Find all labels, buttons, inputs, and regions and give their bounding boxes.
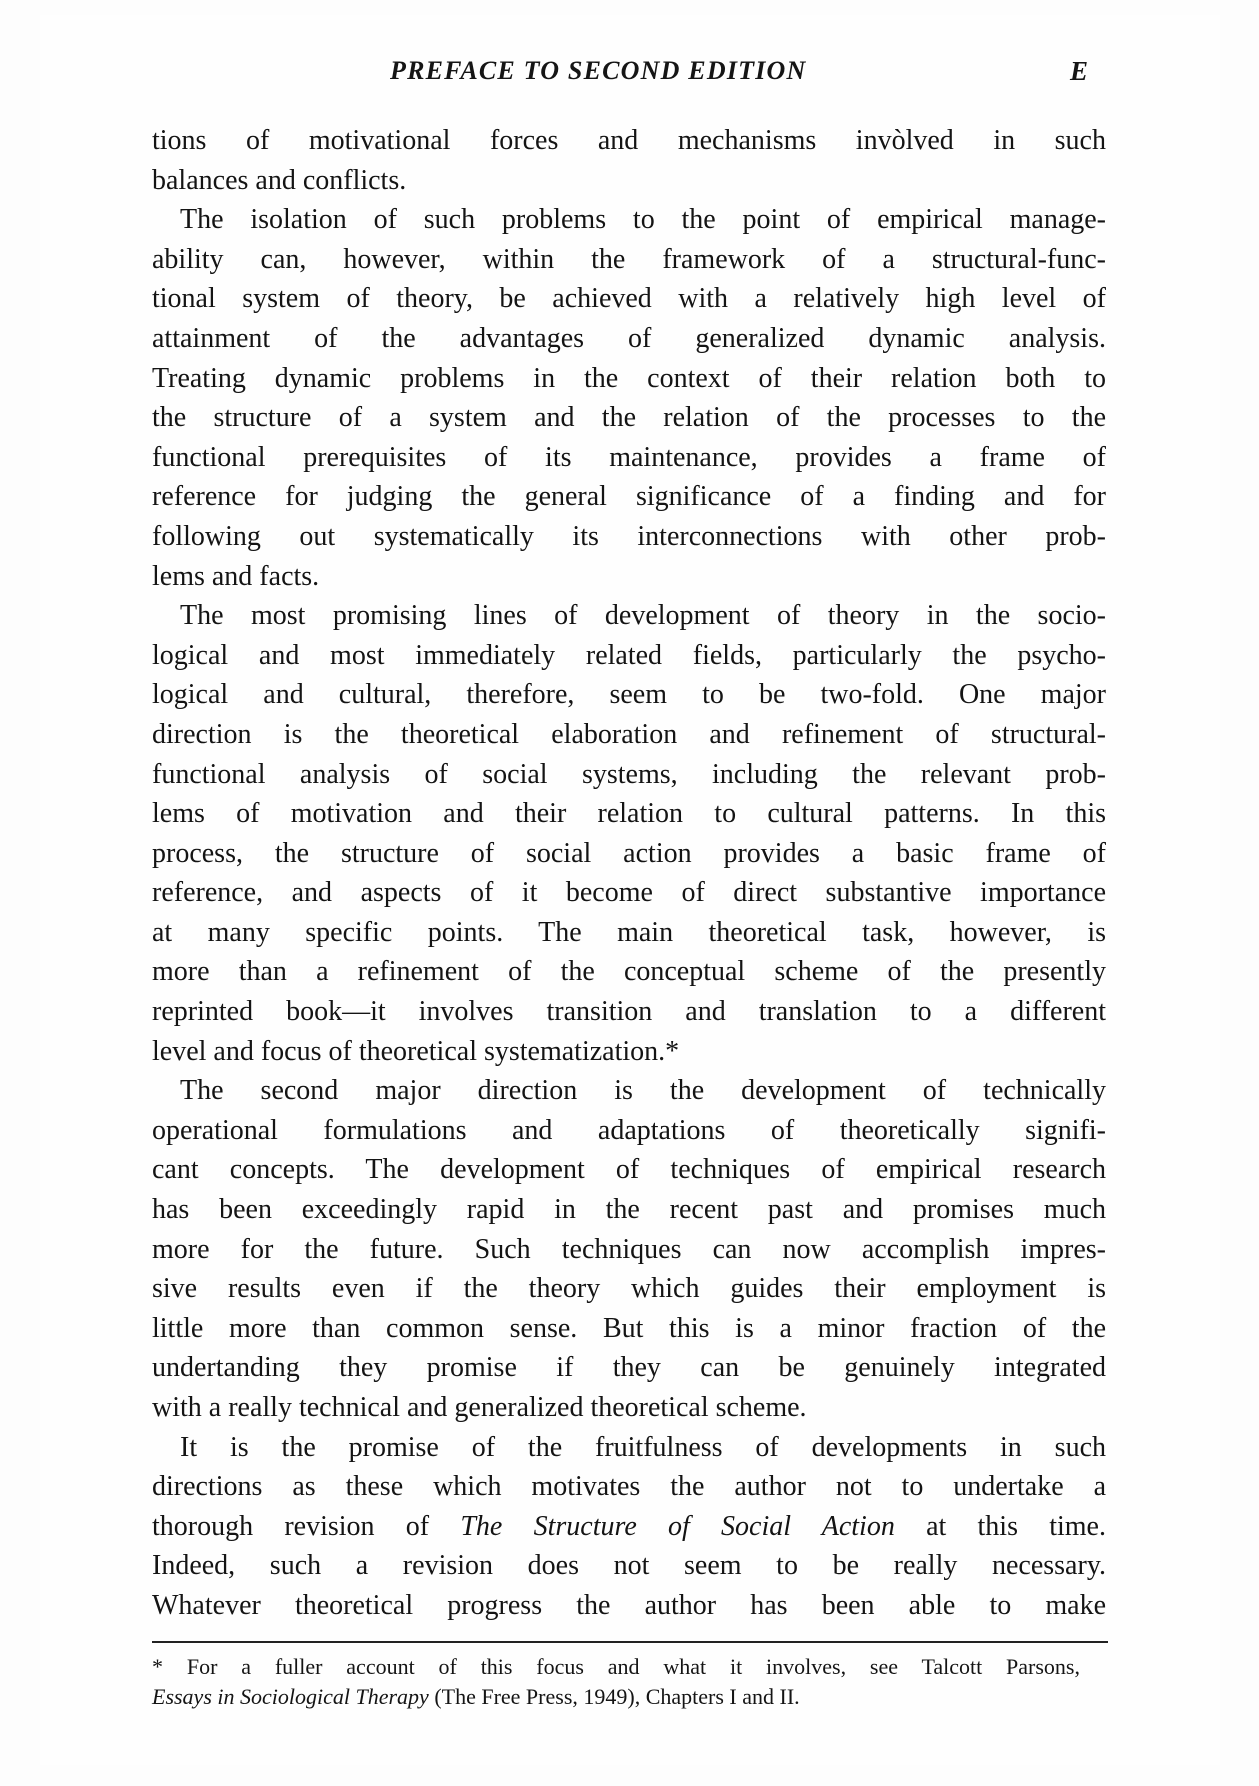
text-line: tional system of theory, be achieved with a relatively high level of — [152, 283, 1106, 315]
text-run: at this time. — [894, 1510, 1106, 1542]
text-line: balances and conflicts. — [152, 164, 407, 196]
text-line: lems of motivation and their relation to cultural patterns. In this — [152, 798, 1106, 830]
text-line: has been exceedingly rapid in the recent past and promises much — [152, 1194, 1106, 1226]
text-line: more for the future. Such techniques can now accomplish impres- — [152, 1233, 1106, 1265]
running-head — [150, 50, 1100, 90]
text-line: more than a refinement of the conceptual scheme of the presently — [152, 956, 1106, 988]
body-text — [152, 121, 1106, 1626]
text-line: operational formulations and adaptations of theoretically signifi- — [152, 1114, 1106, 1146]
text-line: sive results even if the theory which guides their employment is — [152, 1273, 1106, 1305]
book-title: The Structure of Social Action — [460, 1510, 895, 1542]
text-line: functional analysis of social systems, including the relevant prob- — [152, 758, 1106, 790]
text-line: at many specific points. The main theoretical task, however, is — [152, 916, 1106, 948]
text-line: attainment of the advantages of generalized dynamic analysis. — [152, 322, 1106, 354]
text-line: tions of motivational forces and mechanisms invòlved in such — [152, 125, 1106, 156]
running-title: PREFACE TO SECOND EDITION — [390, 56, 807, 85]
text-line: reprinted book—it involves transition and translation to a different — [152, 996, 1106, 1028]
paragraph-2 — [152, 200, 1106, 596]
paragraph-4 — [152, 1071, 1106, 1427]
page-number: E — [1069, 56, 1088, 86]
text-line: directions as these which motivates the author not to undertake a — [152, 1471, 1106, 1503]
text-line: little more than common sense. But this is a minor fraction of the — [152, 1312, 1106, 1344]
text-line: undertanding they promise if they can be genuinely integrated — [152, 1352, 1106, 1384]
footnote-line: * For a fuller account of this focus and what it involves, see Talcott Parsons, — [152, 1654, 1080, 1679]
footnote-text-run: (The Free Press, 1949), Chapters I and II. — [428, 1684, 800, 1709]
text-line: the structure of a system and the relation of the processes to the — [152, 402, 1106, 434]
text-line: logical and most immediately related fields, particularly the psycho- — [152, 639, 1106, 671]
text-line: Treating dynamic problems in the context of their relation both to — [152, 362, 1106, 394]
text-line: functional prerequisites of its maintenance, provides a frame of — [152, 441, 1106, 473]
text-line: direction is the theoretical elaboration and refinement of structural- — [152, 718, 1106, 750]
text-line: process, the structure of social action provides a basic frame of — [152, 837, 1106, 869]
footnote-divider — [152, 1641, 1108, 1643]
footnote-reference-line: level and focus of theoretical systematization.* — [152, 1035, 680, 1067]
text-line: The isolation of such problems to the point of empirical manage- — [180, 204, 1106, 236]
text-line: ability can, however, within the framework of a structural-func- — [152, 243, 1106, 275]
paragraph-1 — [152, 121, 1106, 200]
text-line: logical and cultural, therefore, seem to be two-fold. One major — [152, 679, 1106, 711]
text-line-with-title — [152, 1507, 1106, 1547]
text-run: thorough revision of — [152, 1510, 461, 1542]
text-line: reference, and aspects of it become of direct substantive importance — [152, 877, 1106, 909]
text-line: lems and facts. — [152, 560, 320, 592]
text-line: Indeed, such a revision does not seem to be really necessary. — [152, 1550, 1106, 1582]
text-line: Whatever theoretical progress the author has been able to make — [152, 1589, 1106, 1621]
paragraph-3 — [152, 596, 1106, 1071]
paragraph-5 — [152, 1428, 1106, 1626]
text-line: The second major direction is the development of technically — [180, 1075, 1106, 1107]
text-line: reference for judging the general significance of a finding and for — [152, 481, 1106, 513]
text-line: following out systematically its interconnections with other prob- — [152, 520, 1106, 552]
text-line: It is the promise of the fruitfulness of developments in such — [180, 1431, 1106, 1463]
footnote — [152, 1652, 1108, 1712]
footnote-line — [152, 1682, 1080, 1712]
footnote-book-title: Essays in Sociological Therapy — [152, 1684, 429, 1709]
text-line: cant concepts. The development of techniques of empirical research — [152, 1154, 1106, 1186]
text-line: The most promising lines of development of theory in the socio- — [180, 600, 1106, 632]
text-line: with a really technical and generalized theoretical scheme. — [152, 1392, 807, 1423]
